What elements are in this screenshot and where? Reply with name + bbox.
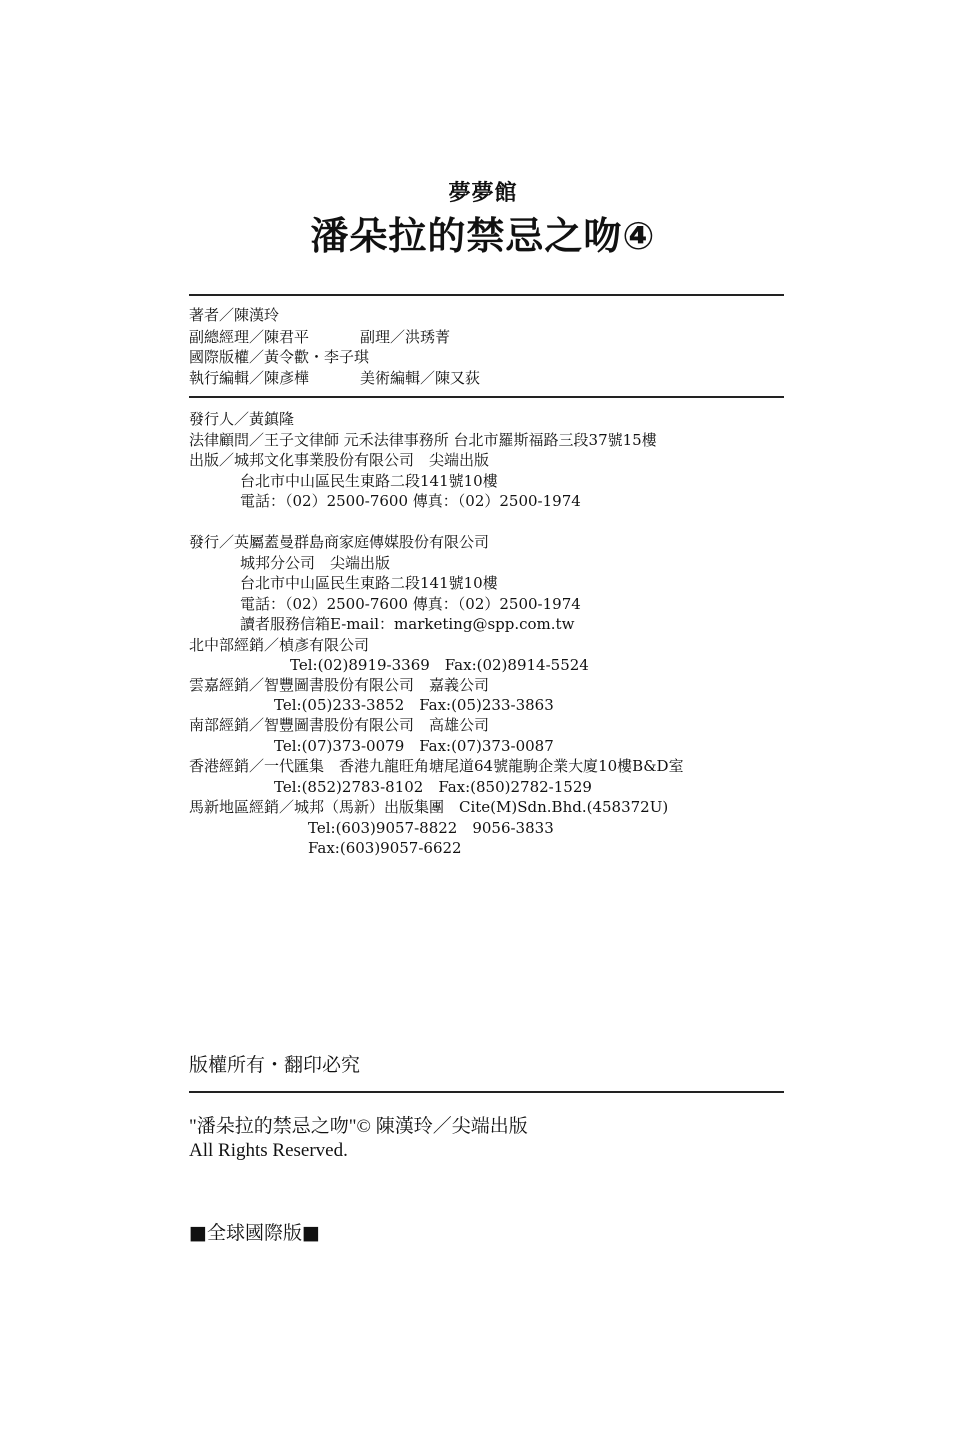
publisher-phone: 電話：（02）2500-7600 傳真：（02）2500-1974 — [240, 492, 581, 510]
distributor-branch: 城邦分公司 尖端出版 — [240, 554, 391, 572]
dealer-contact: Tel:(05)233-3852 Fax:(05)233-3863 — [274, 696, 554, 714]
dealer-name: 香港經銷／一代匯集 香港九龍旺角塘尾道64號龍駒企業大廈10樓B&D室 — [189, 757, 684, 775]
divider-bottom — [189, 1091, 784, 1093]
dealer-contact: Tel:(852)2783-8102 Fax:(850)2782-1529 — [274, 778, 592, 796]
author-credit: 著者／陳漢玲 — [189, 306, 280, 324]
copyright-line: "潘朵拉的禁忌之吻"© 陳漢玲／尖端出版 — [189, 1116, 528, 1137]
dealer-name: 北中部經銷／楨彥有限公司 — [189, 636, 370, 654]
distributor-phone: 電話：（02）2500-7600 傳真：（02）2500-1974 — [240, 595, 581, 613]
distributor-address: 台北市中山區民生東路二段141號10樓 — [240, 574, 498, 592]
publisher-name: 發行人／黃鎮隆 — [189, 410, 295, 428]
publisher-address: 台北市中山區民生東路二段141號10樓 — [240, 472, 498, 490]
assistant-manager-credit: 副理／洪琇菁 — [360, 328, 451, 346]
dealer-name: 南部經銷／智豐圖書股份有限公司 高雄公司 — [189, 716, 490, 734]
malaysia-dealer-fax: Fax:(603)9057-6622 — [308, 839, 462, 857]
all-rights-reserved: All Rights Reserved. — [189, 1140, 348, 1161]
publishing-company: 出版／城邦文化事業股份有限公司 尖端出版 — [189, 451, 490, 469]
malaysia-dealer-tel: Tel:(603)9057-8822 9056-3833 — [308, 819, 554, 837]
divider-top — [189, 294, 784, 296]
reader-service-email: 讀者服務信箱E-mail：marketing@spp.com.tw — [240, 615, 575, 633]
exec-editor-credit: 執行編輯／陳彥樺 — [189, 369, 310, 387]
dealer-contact: Tel:(02)8919-3369 Fax:(02)8914-5524 — [290, 656, 589, 674]
dealer-contact: Tel:(07)373-0079 Fax:(07)373-0087 — [274, 737, 554, 755]
distributor-name: 發行／英屬蓋曼群島商家庭傳媒股份有限公司 — [189, 533, 490, 551]
edition-label: ■全球國際版■ — [189, 1222, 320, 1244]
dealer-name: 雲嘉經銷／智豐圖書股份有限公司 嘉義公司 — [189, 676, 490, 694]
copyright-notice: 版權所有・翻印必究 — [189, 1054, 361, 1076]
series-label: 夢夢館 — [448, 181, 518, 206]
intl-rights-credit: 國際版權／黃令歡・李子琪 — [189, 348, 370, 366]
legal-advisor: 法律顧問／王子文律師 元禾法律事務所 台北市羅斯福路三段37號15樓 — [189, 431, 657, 449]
deputy-gm-credit: 副總經理／陳君平 — [189, 328, 310, 346]
divider-middle — [189, 396, 784, 398]
malaysia-dealer-name: 馬新地區經銷／城邦（馬新）出版集團 Cite(M)Sdn.Bhd.(458372U) — [189, 798, 669, 816]
art-editor-credit: 美術編輯／陳又荻 — [360, 369, 481, 387]
book-title: 潘朵拉的禁忌之吻④ — [310, 214, 656, 258]
